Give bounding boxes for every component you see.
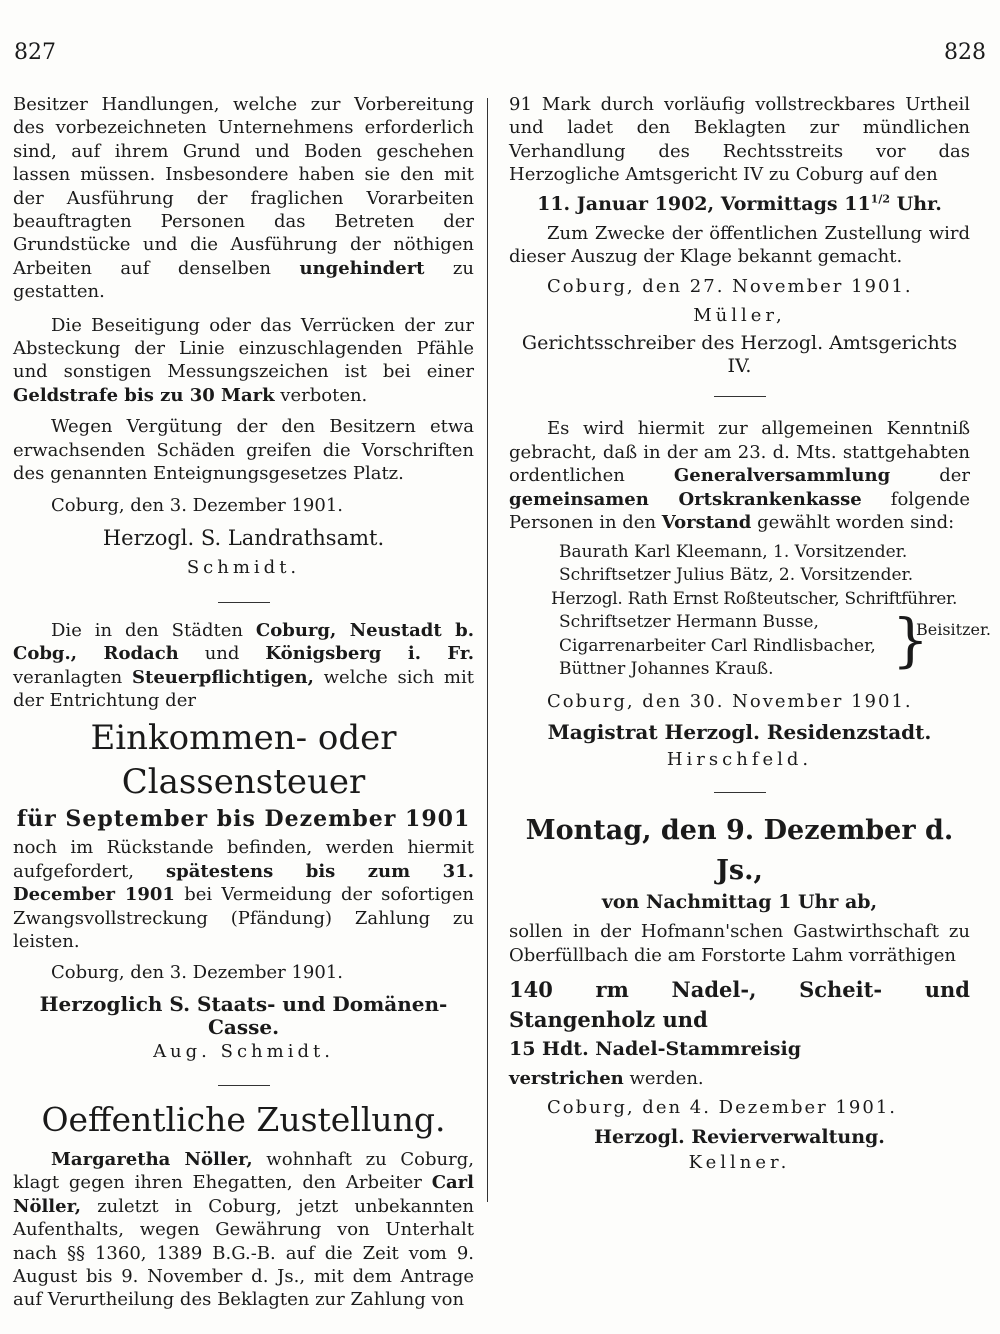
beisitzer-group — [559, 606, 991, 682]
column-divider — [487, 98, 488, 1202]
separator — [218, 602, 270, 603]
kasse-notice: Es wird hiermit zur allgemeinen Kenntniß gebracht, daß in der am 23. d. Mts. stattgehabten ordentlichen Generalversammlung der gemeinsamen Ortskrankenkasse folgende Personen in den Vorstand gewählt worden sind: — [509, 418, 970, 534]
notice-authority: Herzogl. S. Landrathsamt. — [102, 525, 385, 550]
separator — [714, 396, 766, 397]
list-item: Schriftsetzer Julius Bätz, 2. Vorsitzender. — [559, 565, 914, 585]
tax-signature: Aug. Schmidt. — [153, 1040, 334, 1062]
notice-date: Coburg, den 3. Dezember 1901. — [51, 494, 343, 516]
member-list — [509, 541, 991, 682]
auction-signature: Kellner. — [688, 1152, 791, 1174]
auction-wood-2: 15 Hdt. Nadel-Stammreisig — [509, 1037, 801, 1060]
list-item: Büttner Johannes Krauß. — [559, 659, 774, 679]
separator — [218, 1085, 270, 1086]
notice-signature: Schmidt. — [186, 557, 301, 579]
tax-title: Einkommen- oder Classensteuer — [90, 718, 397, 803]
separator — [714, 792, 766, 793]
kasse-signature: Hirschfeld. — [666, 749, 813, 771]
auction-wood-1: 140 rm Nadel-, Scheit- und Stangenholz und — [509, 976, 970, 1032]
right-column — [509, 93, 991, 1175]
auction-date: Coburg, den 4. Dezember 1901. — [547, 1097, 897, 1119]
zustellung-continued: 91 Mark durch vorläufig vollstreckbares Urtheil und ladet den Beklagten zur mündlichen Verhandlung des Rechtsstreits vor das Herzogliche Amtsgericht IV zu Coburg auf den — [509, 94, 970, 186]
zustellung-date: Coburg, den 27. November 1901. — [547, 275, 913, 297]
tax-notice-intro: Die in den Städten Coburg, Neustadt b. Cobg., Rodach und Königsberg i. Fr. veranlagten Steuerpflichtigen, welche sich mit der Entrichtung der — [13, 619, 475, 711]
page-number-right: 828 — [944, 40, 986, 65]
notice-paragraph: Die Beseitigung oder das Verrücken der zur Absteckung der Linie einzuschlagenden Pfähle und sonstigen Messungszeichen ist bei einer Geldstrafe bis zu 30 Mark verboten. — [13, 314, 474, 406]
beisitzer-label: Beisitzer. — [916, 620, 991, 639]
zustellung-body: Margaretha Nöller, wohnhaft zu Coburg, klagt gegen ihren Ehegatten, den Arbeiter Carl Nöller, zuletzt in Coburg, jetzt unbekannten Aufenthalts, wegen Gewährung von Unterhalt nach §§ 1360, 1389 B.G.-B. auf die Zeit vom 9. August bis 9. November d. Js., mit dem Antrage auf Verurtheilung des Beklagten zur Zahlung von — [13, 1149, 474, 1311]
list-item: Herzogl. Rath Ernst Roßteutscher, Schriftführer. — [551, 588, 958, 609]
tax-period: für September bis Dezember 1901 — [16, 806, 471, 833]
notice-paragraph: Besitzer Handlungen, welche zur Vorbereitung des vorbezeichneten Unternehmens erforderlich sind, auf ihrem Grund und Boden geschehen lassen müssen. Insbesondere haben sie den mit der Ausführung der fraglichen Vorarbeiten beauftragten Personen das Betreten der Grundstücke und die Ausführung der nöthigen Arbeiten auf denselben ungehindert zu gestatten. — [13, 94, 474, 303]
left-column — [13, 93, 474, 1312]
zustellung-authority: Gerichtsschreiber des Herzogl. Amtsgerichts IV. — [521, 331, 958, 378]
kasse-authority: Magistrat Herzogl. Residenzstadt. — [547, 719, 932, 744]
auction-text: sollen in der Hofmann'schen Gastwirthschaft zu Oberfüllbach die am Forstorte Lahm vorräthigen — [509, 921, 970, 966]
list-item: Schriftsetzer Hermann Busse, — [559, 612, 819, 632]
auction-verb: verstrichen werden. — [509, 1067, 704, 1089]
tax-authority: Herzoglich S. Staats- und Domänen-Casse. — [39, 991, 448, 1040]
zustellung-title: Oeffentliche Zustellung. — [41, 1100, 446, 1139]
tax-body: noch im Rückstande befinden, werden hiermit aufgefordert, spätestens bis zum 31. December 1901 bei Vermeidung der sofortigen Zwangsvollstreckung (Pfändung) Zahlung zu leisten. — [13, 837, 474, 952]
zustellung-signature: Müller, — [693, 305, 786, 327]
auction-authority: Herzogl. Revierverwaltung. — [594, 1125, 885, 1148]
brace-icon: } — [892, 606, 929, 674]
court-date: 11. Januar 1902, Vormittags $11^{1/2}$ Uhr. — [537, 192, 942, 215]
zustellung-purpose: Zum Zwecke der öffentlichen Zustellung wird dieser Auszug der Klage bekannt gemacht. — [509, 223, 970, 268]
notice-paragraph: Wegen Vergütung der den Besitzern etwa erwachsenden Schäden greifen die Vorschriften des genannten Enteignungsgesetzes Platz. — [13, 416, 474, 485]
list-item: Cigarrenarbeiter Carl Rindlisbacher, — [559, 635, 876, 656]
list-item: Baurath Karl Kleemann, 1. Vorsitzender. — [559, 541, 908, 562]
auction-subtitle: von Nachmittag 1 Uhr ab, — [601, 890, 878, 913]
auction-title: Montag, den 9. Dezember d. Js., — [525, 814, 954, 886]
page-number-left: 827 — [14, 40, 56, 65]
tax-date: Coburg, den 3. Dezember 1901. — [51, 962, 343, 984]
kasse-date: Coburg, den 30. November 1901. — [547, 690, 913, 712]
